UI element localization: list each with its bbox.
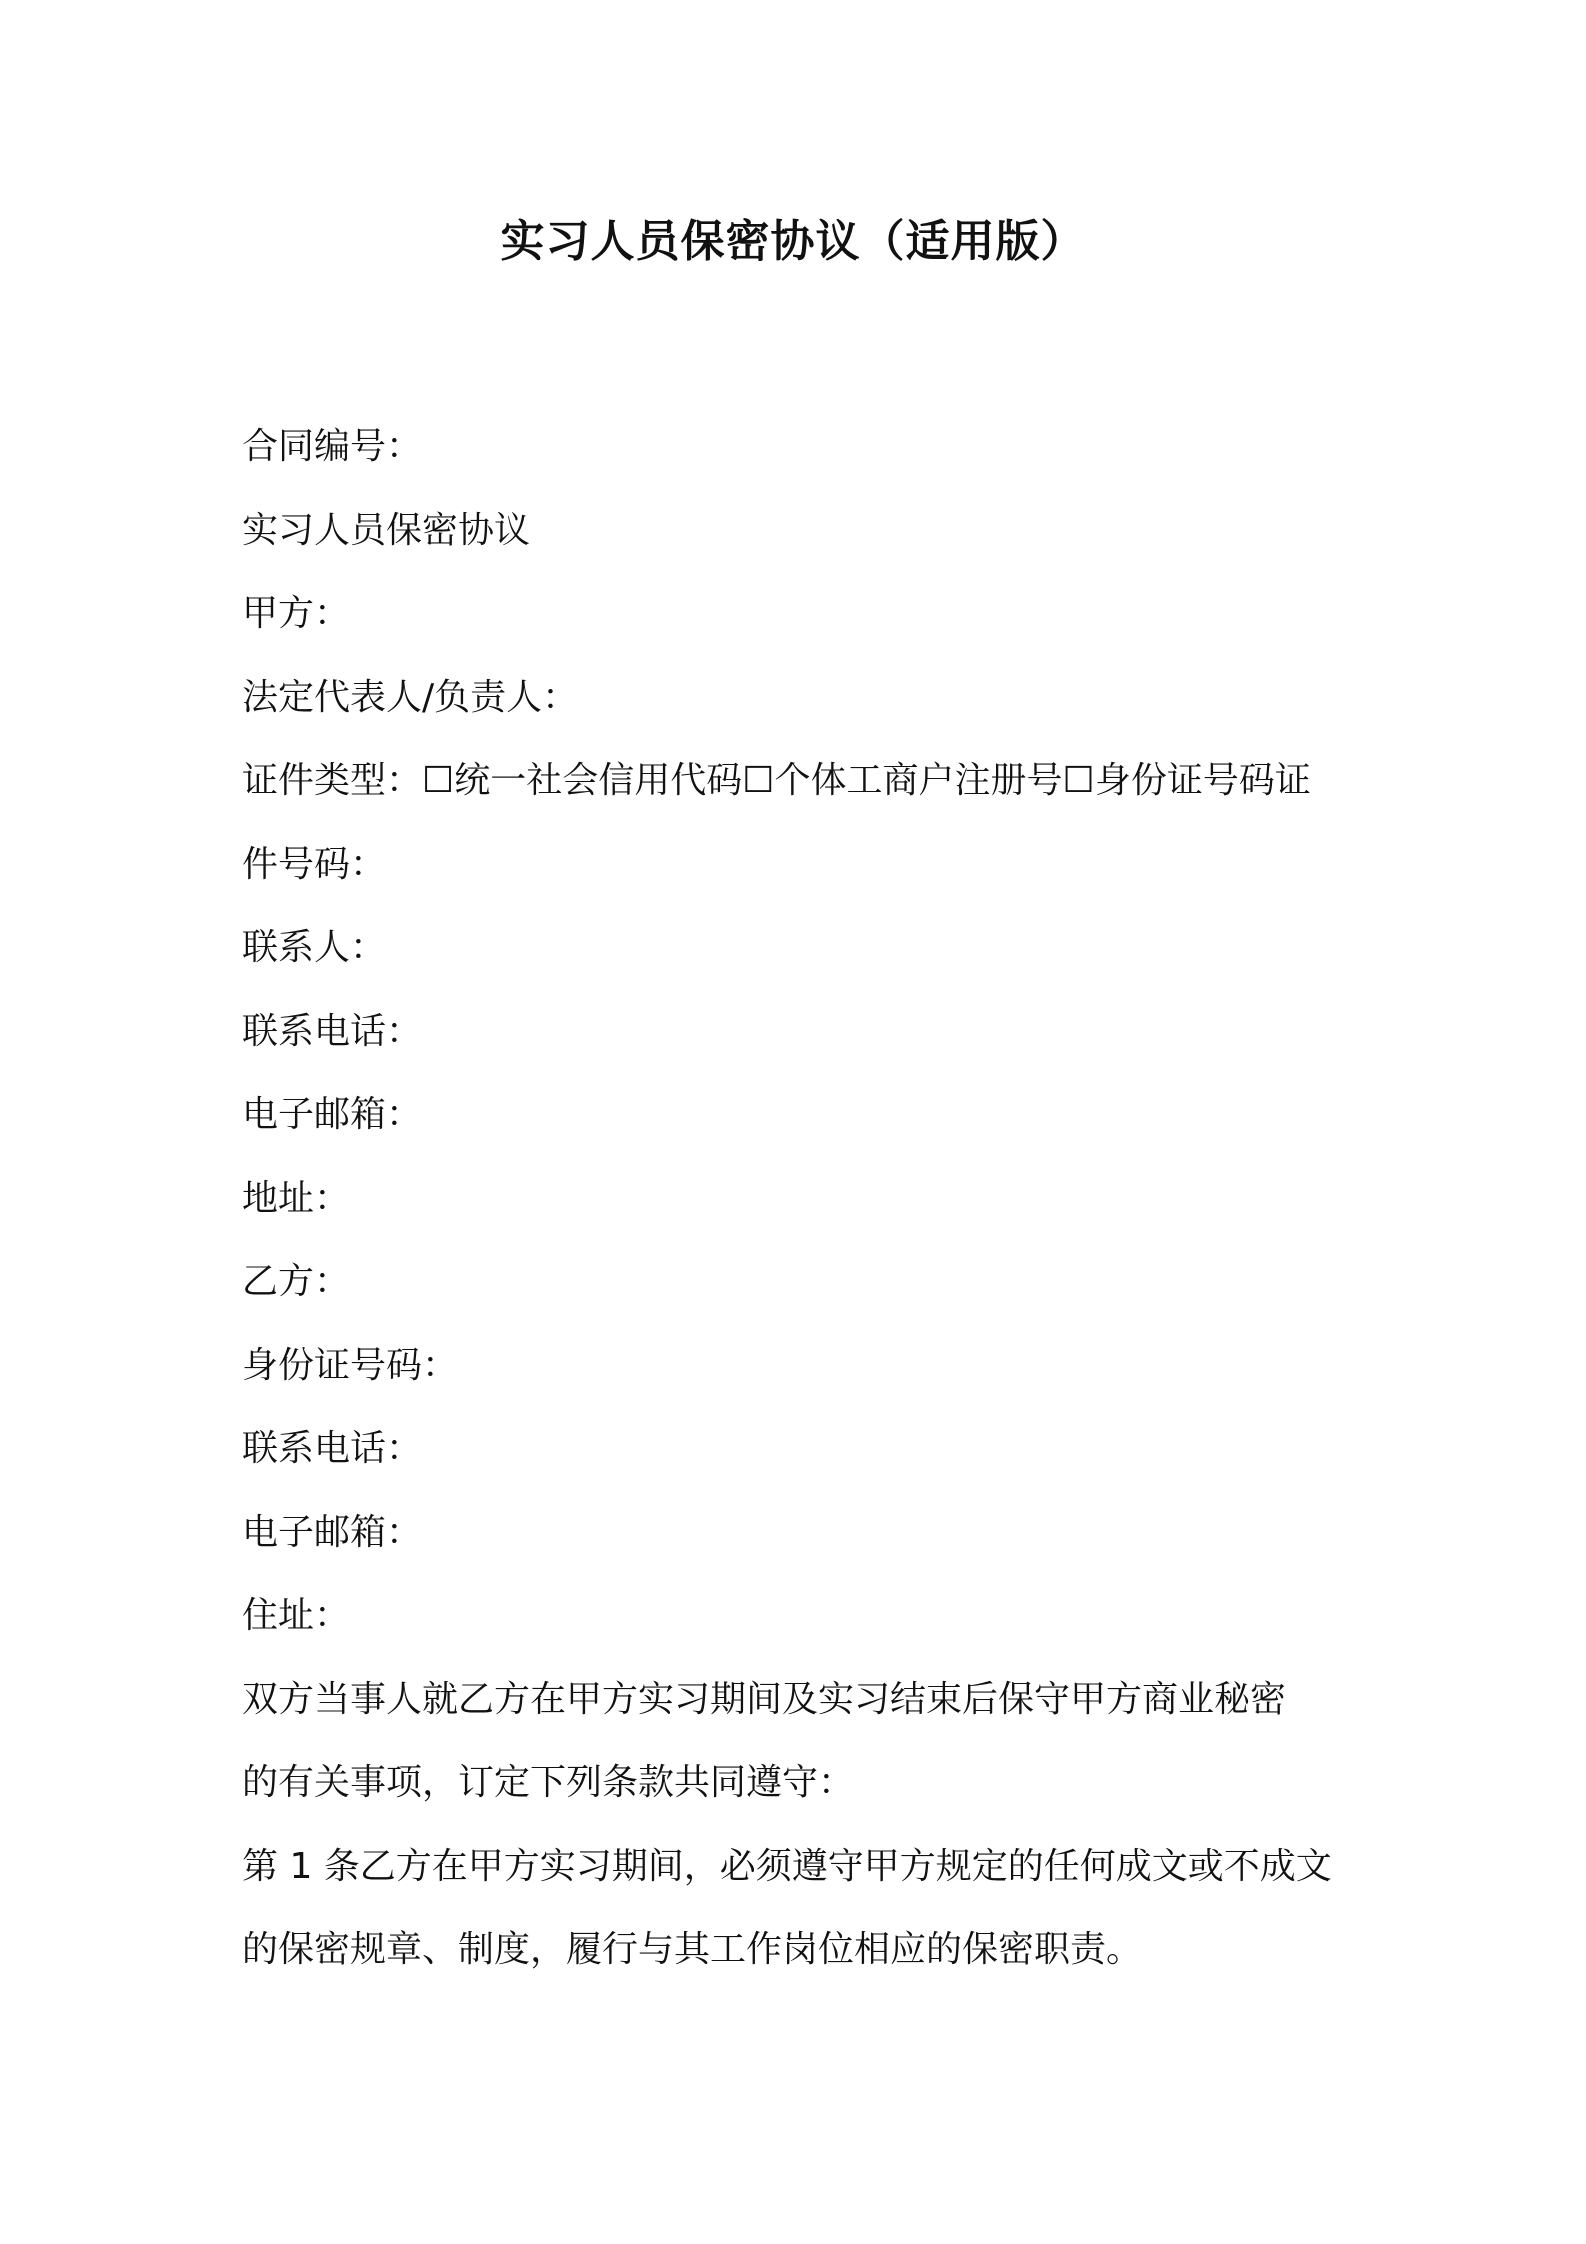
preamble-line-2: 的有关事项，订定下列条款共同遵守： — [242, 1762, 855, 1803]
party-b-id-number-line: 身份证号码： — [242, 1344, 459, 1386]
party-a-email-line: 电子邮箱： — [242, 1094, 423, 1135]
party-b-email-line: 电子邮箱： — [242, 1511, 423, 1553]
id-number-line: 件号码： — [242, 843, 387, 885]
article-1-line-1: 第 1 条乙方在甲方实习期间，必须遵守甲方规定的任何成文或不成文 — [242, 1845, 1332, 1887]
party-a-address-line: 地址： — [242, 1177, 351, 1219]
legal-representative-line: 法定代表人/负责人： — [242, 676, 579, 718]
party-b-line: 乙方： — [242, 1261, 351, 1302]
preamble-line-1: 双方当事人就乙方在甲方实习期间及实习结束后保守甲方商业秘密 — [242, 1678, 1287, 1720]
party-a-line: 甲方： — [242, 593, 351, 634]
agreement-name-line: 实习人员保密协议 — [242, 509, 531, 551]
id-type-line: 证件类型：☐统一社会信用代码☐个体工商户注册号☐身份证号码证 — [242, 760, 1311, 801]
party-b-residence-line: 住址： — [242, 1595, 351, 1636]
contract-number-line: 合同编号： — [242, 426, 423, 467]
article-1-line-2: 的保密规章、制度，履行与其工作岗位相应的保密职责。 — [242, 1929, 1143, 1970]
party-b-phone-line: 联系电话： — [242, 1428, 423, 1469]
document-title: 实习人员保密协议（适用版） — [500, 216, 1086, 267]
party-a-phone-line: 联系电话： — [242, 1010, 423, 1052]
contact-person-line: 联系人： — [242, 927, 387, 968]
document-body — [242, 405, 1357, 1992]
